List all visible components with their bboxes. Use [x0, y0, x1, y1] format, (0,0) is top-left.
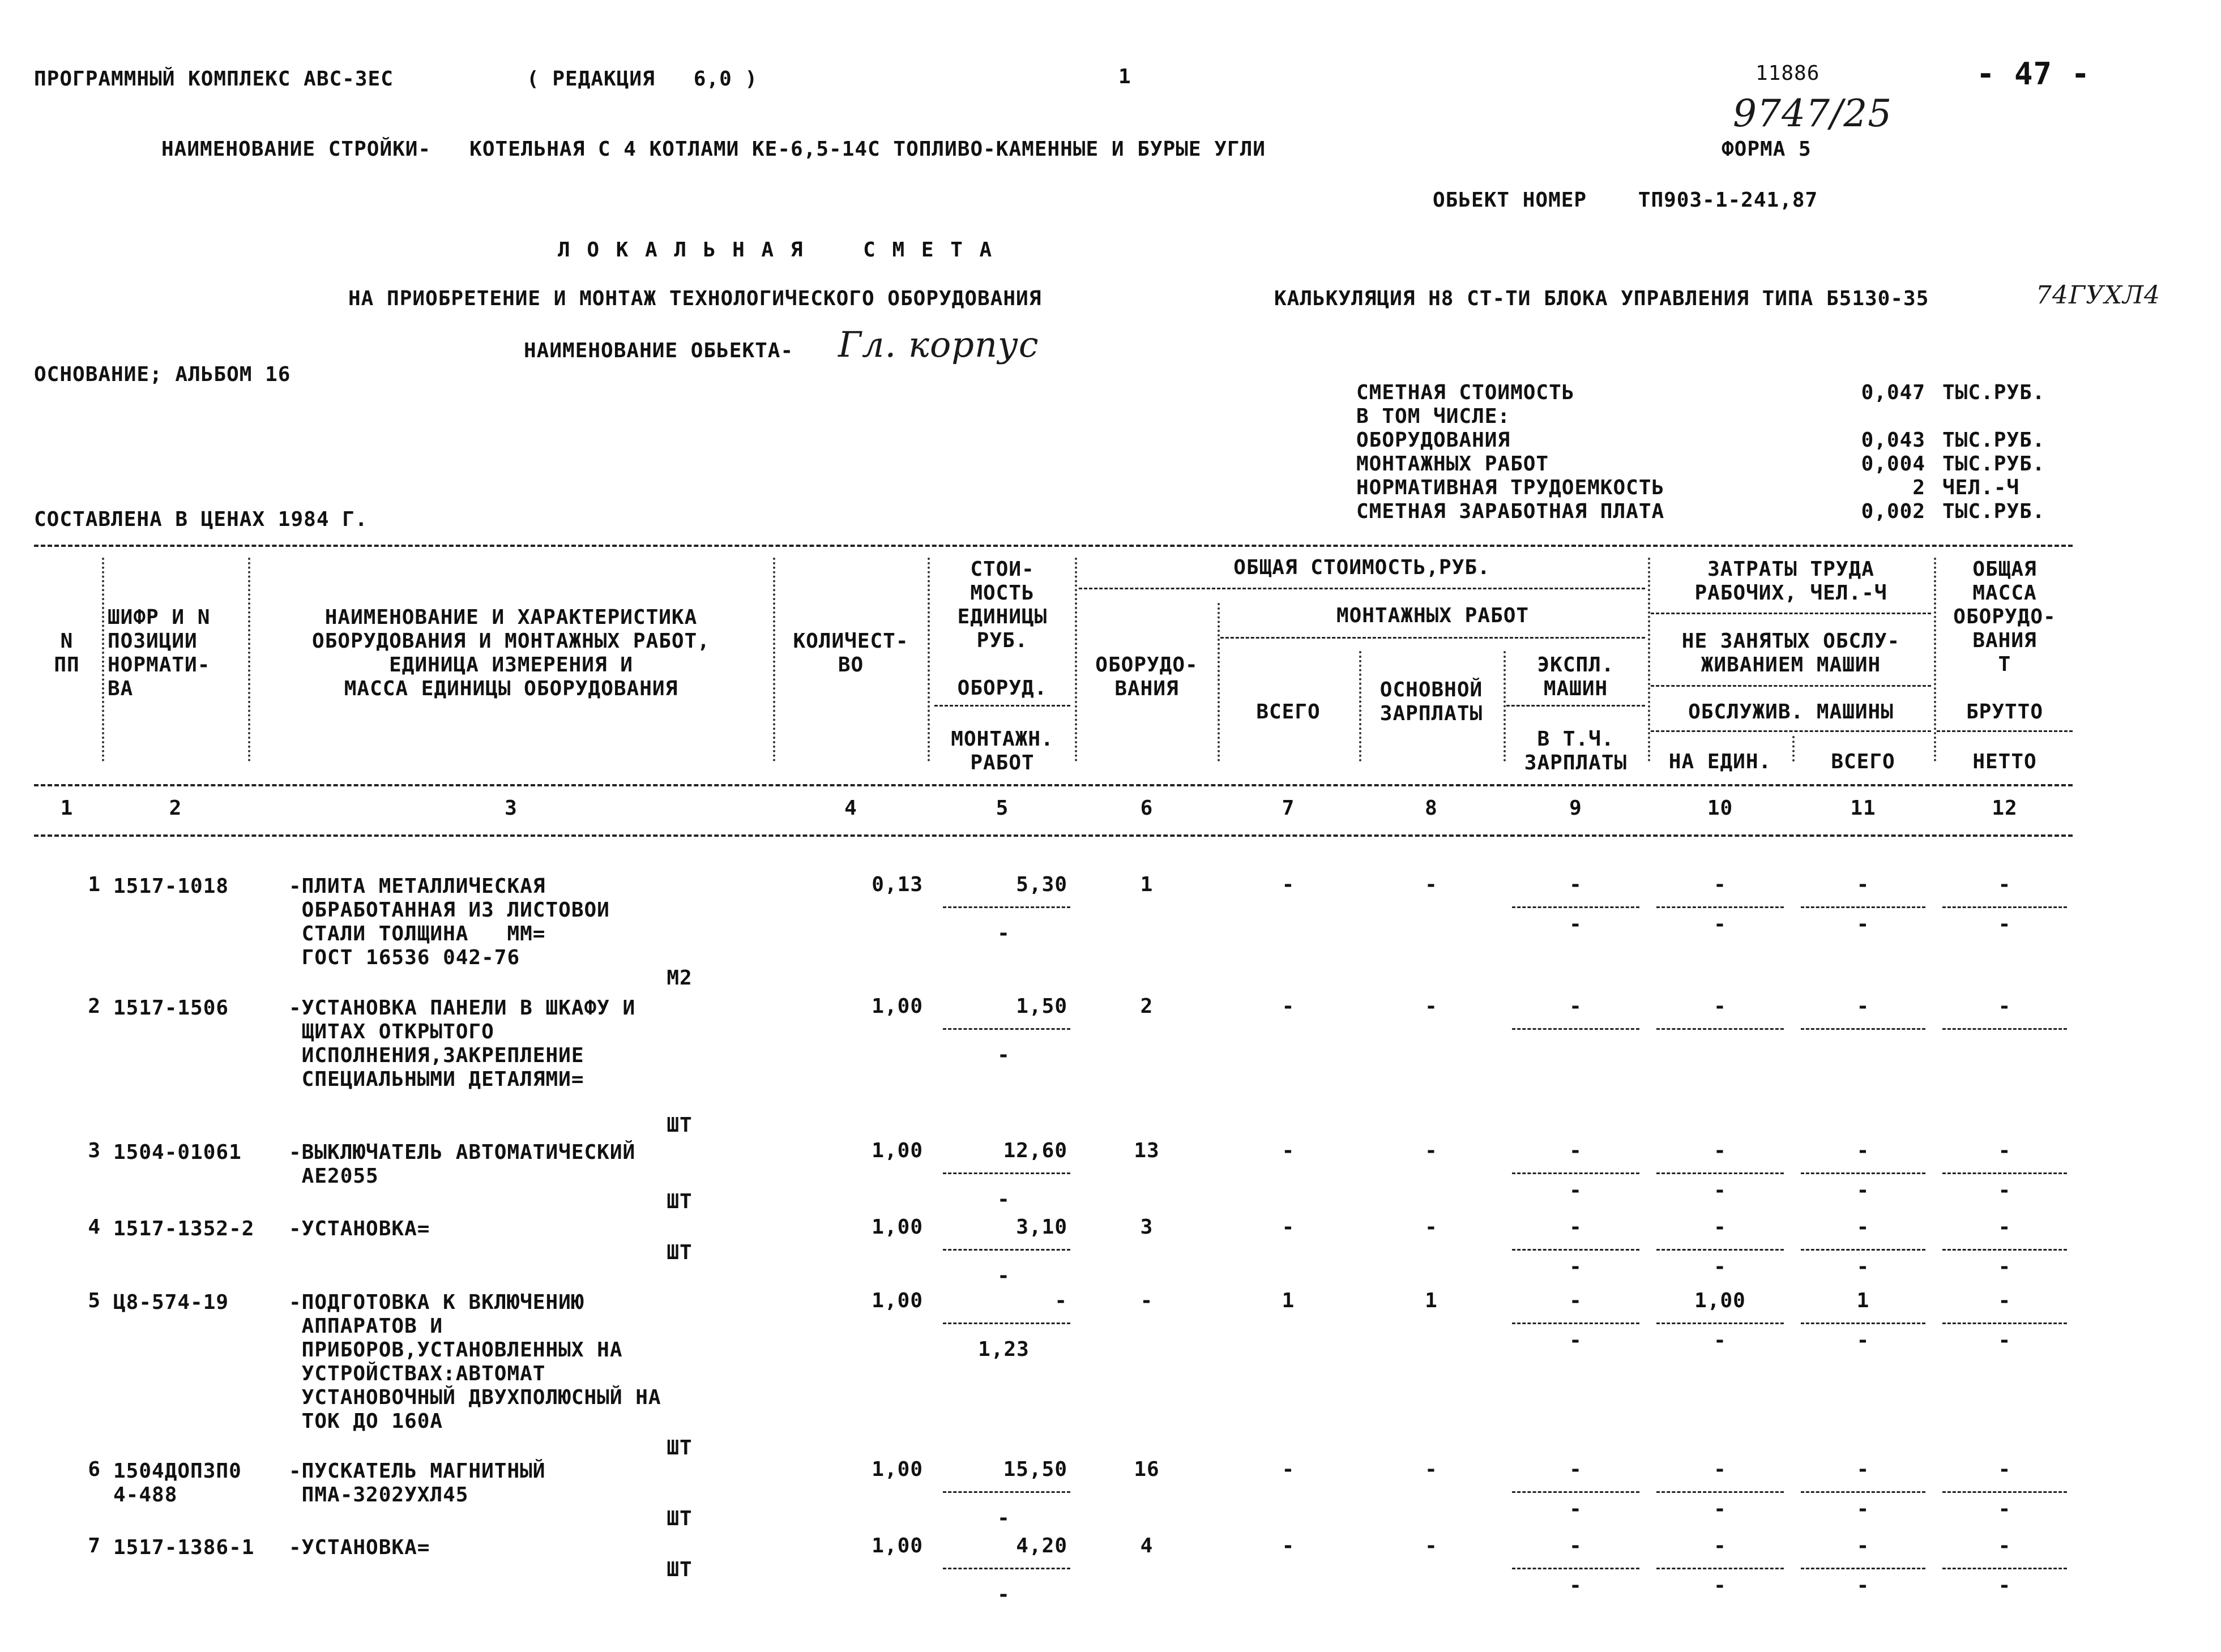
cell-rule: [1801, 1491, 1925, 1493]
column-divider: [102, 558, 104, 761]
row-machine-salary: -: [1569, 1574, 1582, 1597]
row-labor-per-unit: 1,00: [1694, 1289, 1746, 1312]
row-equipment-unit-cost: 5,30: [1016, 873, 1067, 896]
row-number: 1: [88, 873, 101, 896]
row-unit: ШТ: [667, 1558, 693, 1581]
row-number: 5: [88, 1289, 101, 1312]
row-machine-operation: -: [1569, 1139, 1582, 1162]
row-labor-machine-total: -: [1856, 1329, 1870, 1352]
header-rule: [1651, 685, 1931, 687]
row-labor-per-unit: -: [1714, 1139, 1727, 1162]
column-divider: [773, 558, 775, 761]
column-divider: [1648, 558, 1650, 761]
row-installation-unit-cost: -: [997, 1264, 1010, 1287]
cell-rule: [1942, 1172, 2067, 1174]
cell-rule: [1656, 1323, 1784, 1324]
row-installation-total: -: [1282, 1139, 1295, 1162]
basis: ОСНОВАНИЕ; АЛЬБОМ 16: [34, 363, 291, 386]
row-equipment-unit-cost: 1,50: [1016, 995, 1067, 1018]
row-labor-per-unit: -: [1714, 1534, 1727, 1557]
row-equipment-total: -: [1140, 1289, 1154, 1312]
cell-rule: [1512, 906, 1639, 908]
header-mass-gross: БРУТТО: [1966, 700, 2044, 724]
row-mass-gross: -: [1998, 1216, 2011, 1239]
calculation-title: КАЛЬКУЛЯЦИЯ Н8 СТ-ТИ БЛОКА УПРАВЛЕНИЯ ТИПА Б5130-35: [1274, 287, 1929, 310]
row-labor-total: -: [1856, 1458, 1870, 1481]
row-installation-total: -: [1282, 1534, 1295, 1557]
row-quantity: 0,13: [872, 873, 923, 896]
cell-rule: [943, 1249, 1070, 1251]
row-unit: М2: [667, 966, 693, 990]
cell-rule: [1942, 1249, 2067, 1251]
row-equipment-total: 3: [1140, 1216, 1154, 1239]
column-number: 7: [1282, 797, 1295, 820]
row-mass-gross: -: [1998, 1534, 2011, 1557]
column-divider: [1359, 651, 1361, 761]
row-machine-operation: -: [1569, 1216, 1582, 1239]
row-labor-machine-total: -: [1856, 1497, 1870, 1521]
row-unit: ШТ: [667, 1507, 693, 1530]
row-labor-total: -: [1856, 1216, 1870, 1239]
row-installation-unit-cost: -: [997, 1043, 1010, 1067]
cell-rule: [1512, 1491, 1639, 1493]
summary-label: СМЕТНАЯ ЗАРАБОТНАЯ ПЛАТА: [1356, 500, 1665, 523]
header-rule: [1506, 705, 1645, 707]
column-number: 2: [169, 797, 182, 820]
cell-rule: [1801, 1323, 1925, 1324]
row-labor-total: -: [1856, 1139, 1870, 1162]
header-labor-total: ВСЕГО: [1831, 750, 1895, 773]
row-installation-total: -: [1282, 873, 1295, 896]
row-labor-total: -: [1856, 995, 1870, 1018]
row-number: 4: [88, 1216, 101, 1239]
summary-unit: ТЫС.РУБ.: [1942, 500, 2045, 523]
calculation-handwritten: 74ГУХЛ4: [2036, 281, 2160, 310]
header-labor-machine: ОБСЛУЖИВ. МАШИНЫ: [1688, 700, 1894, 724]
table-top-rule: [34, 545, 2073, 547]
row-installation-total: -: [1282, 1458, 1295, 1481]
cell-rule: [1801, 906, 1925, 908]
cell-rule: [943, 1491, 1070, 1493]
row-labor-machine-total: -: [1856, 1255, 1870, 1278]
row-mass-net: -: [1998, 1574, 2011, 1597]
row-installation-total: 1: [1282, 1289, 1295, 1312]
cell-rule: [1512, 1028, 1639, 1030]
row-equipment-total: 16: [1134, 1458, 1160, 1481]
header-row-number: N ПП: [54, 630, 80, 677]
row-base-salary: -: [1425, 1139, 1438, 1162]
row-code: 1504-01061: [113, 1141, 242, 1164]
object-name-label: НАИМЕНОВАНИЕ ОБЬЕКТА-: [524, 339, 794, 362]
row-description: -ПОДГОТОВКА К ВКЛЮЧЕНИЮ АППАРАТОВ И ПРИБОРОВ,УСТАНОВЛЕННЫХ НА УСТРОЙСТВАХ:АВТОМАТ УСТАНОВОЧНЫЙ ДВУХПОЛЮСНЫЙ НА ТОК ДО 160А: [289, 1291, 661, 1433]
row-unit: ШТ: [667, 1114, 693, 1137]
row-code: 1504ДОП3П0 4-488: [113, 1460, 242, 1507]
summary-label: ОБОРУДОВАНИЯ: [1356, 429, 1511, 452]
summary-value: 0,004: [1861, 452, 1925, 476]
row-mass-gross: -: [1998, 1139, 2011, 1162]
cell-rule: [1656, 906, 1784, 908]
row-machine-operation: -: [1569, 1534, 1582, 1557]
row-labor-total: -: [1856, 873, 1870, 896]
row-installation-unit-cost: -: [997, 922, 1010, 945]
construction-name: НАИМЕНОВАНИЕ СТРОЙКИ- КОТЕЛЬНАЯ С 4 КОТЛАМИ КЕ-6,5-14С ТОПЛИВО-КАМЕННЫЕ И БУРЫЕ УГЛИ: [161, 138, 1266, 161]
row-quantity: 1,00: [872, 1216, 923, 1239]
row-quantity: 1,00: [872, 995, 923, 1018]
summary-label: СМЕТНАЯ СТОИМОСТЬ: [1356, 381, 1575, 404]
row-labor-machine-per-unit: -: [1714, 1255, 1727, 1278]
cell-rule: [1801, 1568, 1925, 1569]
cell-rule: [1656, 1172, 1784, 1174]
cell-rule: [1942, 1568, 2067, 1569]
row-labor-machine-per-unit: -: [1714, 1574, 1727, 1597]
summary-value: 0,002: [1861, 500, 1925, 523]
row-machine-salary: -: [1569, 1255, 1582, 1278]
column-number: 5: [996, 797, 1009, 820]
cell-rule: [943, 906, 1070, 908]
program-name: ПРОГРАММНЫЙ КОМПЛЕКС АВС-ЗЕС: [34, 67, 394, 91]
header-unit-cost-installation: МОНТАЖН. РАБОТ: [951, 727, 1054, 774]
cell-rule: [1512, 1249, 1639, 1251]
header-rule: [1937, 730, 2073, 732]
row-machine-salary: -: [1569, 1497, 1582, 1521]
summary-unit: ТЫС.РУБ.: [1942, 429, 2045, 452]
row-equipment-total: 4: [1140, 1534, 1154, 1557]
row-number: 6: [88, 1458, 101, 1481]
form-number: ФОРМА 5: [1722, 138, 1812, 161]
summary-unit: ТЫС.РУБ.: [1942, 381, 2045, 404]
row-unit: ШТ: [667, 1190, 693, 1213]
summary-label: НОРМАТИВНАЯ ТРУДОЕМКОСТЬ: [1356, 476, 1665, 499]
cell-rule: [1942, 1323, 2067, 1324]
row-code: 1517-1506: [113, 996, 229, 1020]
header-machine-salary: В Т.Ч. ЗАРПЛАТЫ: [1524, 727, 1628, 774]
row-code: 1517-1386-1: [113, 1536, 255, 1559]
header-rule: [934, 705, 1070, 707]
row-equipment-unit-cost: -: [1054, 1289, 1067, 1312]
cell-rule: [1512, 1172, 1639, 1174]
handwritten-number: 9747/25: [1733, 92, 1893, 135]
header-unit-cost: СТОИ- МОСТЬ ЕДИНИЦЫ РУБ.: [957, 558, 1048, 652]
row-machine-salary: -: [1569, 1329, 1582, 1352]
header-base-salary: ОСНОВНОЙ ЗАРПЛАТЫ: [1379, 678, 1483, 725]
header-quantity: КОЛИЧЕСТ- ВО: [793, 630, 909, 677]
page-sequence: 1: [1118, 65, 1131, 88]
row-labor-machine-per-unit: -: [1714, 1329, 1727, 1352]
row-base-salary: -: [1425, 873, 1438, 896]
row-base-salary: -: [1425, 1458, 1438, 1481]
row-labor-machine-per-unit: -: [1714, 1179, 1727, 1202]
header-equipment-total: ОБОРУДО- ВАНИЯ: [1095, 653, 1198, 700]
row-number: 2: [88, 995, 101, 1018]
cell-rule: [1512, 1568, 1639, 1569]
cell-rule: [1942, 906, 2067, 908]
header-total-mass: ОБЩАЯ МАССА ОБОРУДО- ВАНИЯ Т: [1953, 558, 2056, 676]
row-description: -ВЫКЛЮЧАТЕЛЬ АВТОМАТИЧЕСКИЙ АЕ2055: [289, 1141, 636, 1188]
row-equipment-unit-cost: 15,50: [1003, 1458, 1067, 1481]
row-description: -УСТАНОВКА=: [289, 1536, 430, 1559]
row-mass-gross: -: [1998, 1458, 2011, 1481]
summary-label: В ТОМ ЧИСЛЕ:: [1356, 405, 1511, 428]
row-machine-operation: -: [1569, 1458, 1582, 1481]
header-machine-operation: ЭКСПЛ. МАШИН: [1537, 653, 1615, 700]
column-divider: [928, 558, 930, 761]
summary-value: 0,043: [1861, 429, 1925, 452]
row-number: 3: [88, 1139, 101, 1162]
column-number: 8: [1425, 797, 1438, 820]
row-code: 1517-1018: [113, 875, 229, 898]
page-number: - 47 -: [1976, 56, 2091, 92]
row-quantity: 1,00: [872, 1458, 923, 1481]
column-divider: [1934, 558, 1936, 761]
cell-rule: [1656, 1491, 1784, 1493]
document-subtitle: НА ПРИОБРЕТЕНИЕ И МОНТАЖ ТЕХНОЛОГИЧЕСКОГО ОБОРУДОВАНИЯ: [348, 287, 1042, 310]
column-number: 12: [1992, 797, 2018, 820]
header-rule: [1651, 613, 1931, 614]
header-installation-works: МОНТАЖНЫХ РАБОТ: [1336, 604, 1530, 627]
header-total-cost: ОБЩАЯ СТОИМОСТЬ,РУБ.: [1233, 556, 1490, 579]
row-code: Ц8-574-19: [113, 1291, 229, 1314]
column-number: 3: [505, 797, 518, 820]
row-machine-operation: -: [1569, 995, 1582, 1018]
header-rule: [1220, 637, 1645, 639]
row-labor-machine-per-unit: -: [1714, 1497, 1727, 1521]
row-equipment-unit-cost: 12,60: [1003, 1139, 1067, 1162]
row-labor-machine-total: -: [1856, 913, 1870, 936]
row-equipment-unit-cost: 3,10: [1016, 1216, 1067, 1239]
header-installation-total: ВСЕГО: [1256, 700, 1321, 724]
row-machine-salary: -: [1569, 1179, 1582, 1202]
header-labor-non-machine: НЕ ЗАНЯТЫХ ОБСЛУ- ЖИВАНИЕМ МАШИН: [1681, 630, 1900, 677]
row-mass-gross: -: [1998, 995, 2011, 1018]
summary-unit: ЧЕЛ.-Ч: [1942, 476, 2020, 499]
row-mass-net: -: [1998, 1497, 2011, 1521]
cell-rule: [943, 1028, 1070, 1030]
table-rule: [34, 834, 2073, 837]
header-unit-cost-equipment: ОБОРУД.: [957, 677, 1048, 700]
cell-rule: [1801, 1249, 1925, 1251]
row-labor-total: -: [1856, 1534, 1870, 1557]
column-divider: [1504, 651, 1506, 761]
object-number: ОБЬЕКТ НОМЕР ТП903-1-241,87: [1433, 189, 1818, 212]
column-divider: [1075, 558, 1077, 761]
cell-rule: [1942, 1491, 2067, 1493]
row-labor-machine-total: -: [1856, 1574, 1870, 1597]
row-machine-operation: -: [1569, 873, 1582, 896]
row-base-salary: -: [1425, 1534, 1438, 1557]
document-title: Л О К А Л Ь Н А Я С М Е Т А: [558, 238, 994, 262]
row-mass-net: -: [1998, 1179, 2011, 1202]
row-mass-net: -: [1998, 1255, 2011, 1278]
column-number: 9: [1569, 797, 1582, 820]
row-code: 1517-1352-2: [113, 1217, 255, 1240]
cell-rule: [1801, 1172, 1925, 1174]
column-number: 10: [1707, 797, 1733, 820]
row-labor-per-unit: -: [1714, 1216, 1727, 1239]
cell-rule: [943, 1568, 1070, 1569]
cell-rule: [1656, 1028, 1784, 1030]
column-divider: [248, 558, 250, 761]
edition: ( РЕДАКЦИЯ 6,0 ): [527, 67, 758, 91]
row-mass-net: -: [1998, 1329, 2011, 1352]
row-quantity: 1,00: [872, 1289, 923, 1312]
row-number: 7: [88, 1534, 101, 1557]
column-number: 6: [1140, 797, 1154, 820]
price-level: СОСТАВЛЕНА В ЦЕНАХ 1984 Г.: [34, 508, 368, 531]
row-installation-unit-cost: -: [997, 1583, 1010, 1606]
row-equipment-total: 1: [1140, 873, 1154, 896]
row-quantity: 1,00: [872, 1139, 923, 1162]
row-labor-total: 1: [1856, 1289, 1870, 1312]
cell-rule: [943, 1172, 1070, 1174]
row-installation-total: -: [1282, 995, 1295, 1018]
row-labor-machine-per-unit: -: [1714, 913, 1727, 936]
row-unit: ШТ: [667, 1436, 693, 1460]
summary-unit: ТЫС.РУБ.: [1942, 452, 2045, 476]
row-labor-machine-total: -: [1856, 1179, 1870, 1202]
row-mass-gross: -: [1998, 873, 2011, 896]
header-labor-costs: ЗАТРАТЫ ТРУДА РАБОЧИХ, ЧЕЛ.-Ч: [1694, 558, 1887, 605]
table-rule: [34, 784, 2073, 786]
row-labor-per-unit: -: [1714, 1458, 1727, 1481]
row-mass-gross: -: [1998, 1289, 2011, 1312]
header-mass-net: НЕТТО: [1972, 750, 2037, 773]
header-description: НАИМЕНОВАНИЕ И ХАРАКТЕРИСТИКА ОБОРУДОВАНИЯ И МОНТАЖНЫХ РАБОТ, ЕДИНИЦА ИЗМЕРЕНИЯ И МАССА ЕДИНИЦЫ ОБОРУДОВАНИЯ: [312, 606, 710, 700]
row-base-salary: -: [1425, 1216, 1438, 1239]
column-number: 11: [1850, 797, 1876, 820]
cell-rule: [1656, 1568, 1784, 1569]
row-base-salary: 1: [1425, 1289, 1438, 1312]
column-divider: [1792, 736, 1795, 761]
row-installation-unit-cost: -: [997, 1188, 1010, 1211]
row-machine-salary: -: [1569, 913, 1582, 936]
row-labor-per-unit: -: [1714, 995, 1727, 1018]
row-description: -ПЛИТА МЕТАЛЛИЧЕСКАЯ ОБРАБОТАННАЯ ИЗ ЛИСТОВОИ СТАЛИ ТОЛЩИНА ММ= ГОСТ 16536 042-76: [289, 875, 610, 969]
row-equipment-total: 2: [1140, 995, 1154, 1018]
summary-value: 2: [1912, 476, 1925, 499]
column-number: 4: [844, 797, 857, 820]
header-code: ШИФР И N ПОЗИЦИИ НОРМАТИ- ВА: [108, 606, 211, 700]
row-description: -УСТАНОВКА=: [289, 1217, 430, 1240]
row-description: -ПУСКАТЕЛЬ МАГНИТНЫЙ ПМА-3202УХЛ45: [289, 1460, 546, 1507]
row-base-salary: -: [1425, 995, 1438, 1018]
column-divider: [1218, 603, 1220, 761]
row-labor-per-unit: -: [1714, 873, 1727, 896]
object-name-handwritten: Гл. корпус: [838, 324, 1039, 365]
cell-rule: [943, 1323, 1070, 1324]
row-installation-total: -: [1282, 1216, 1295, 1239]
cell-rule: [1512, 1323, 1639, 1324]
row-equipment-unit-cost: 4,20: [1016, 1534, 1067, 1557]
header-per-unit: НА ЕДИН.: [1668, 750, 1772, 773]
row-description: -УСТАНОВКА ПАНЕЛИ В ШКАФУ И ЩИТАХ ОТКРЫТОГО ИСПОЛНЕНИЯ,ЗАКРЕПЛЕНИЕ СПЕЦИАЛЬНЫМИ ДЕТАЛЯМИ=: [289, 996, 636, 1091]
row-unit: ШТ: [667, 1241, 693, 1264]
summary-value: 0,047: [1861, 381, 1925, 404]
row-machine-operation: -: [1569, 1289, 1582, 1312]
row-mass-net: -: [1998, 913, 2011, 936]
header-rule: [1079, 588, 1645, 589]
cell-rule: [1656, 1249, 1784, 1251]
cell-rule: [1942, 1028, 2067, 1030]
summary-label: МОНТАЖНЫХ РАБОТ: [1356, 452, 1549, 476]
column-number: 1: [60, 797, 74, 820]
row-equipment-total: 13: [1134, 1139, 1160, 1162]
row-quantity: 1,00: [872, 1534, 923, 1557]
row-installation-unit-cost: 1,23: [978, 1338, 1030, 1361]
document-number: 11886: [1756, 62, 1820, 85]
cell-rule: [1801, 1028, 1925, 1030]
row-installation-unit-cost: -: [997, 1507, 1010, 1530]
header-rule: [1651, 730, 1931, 732]
